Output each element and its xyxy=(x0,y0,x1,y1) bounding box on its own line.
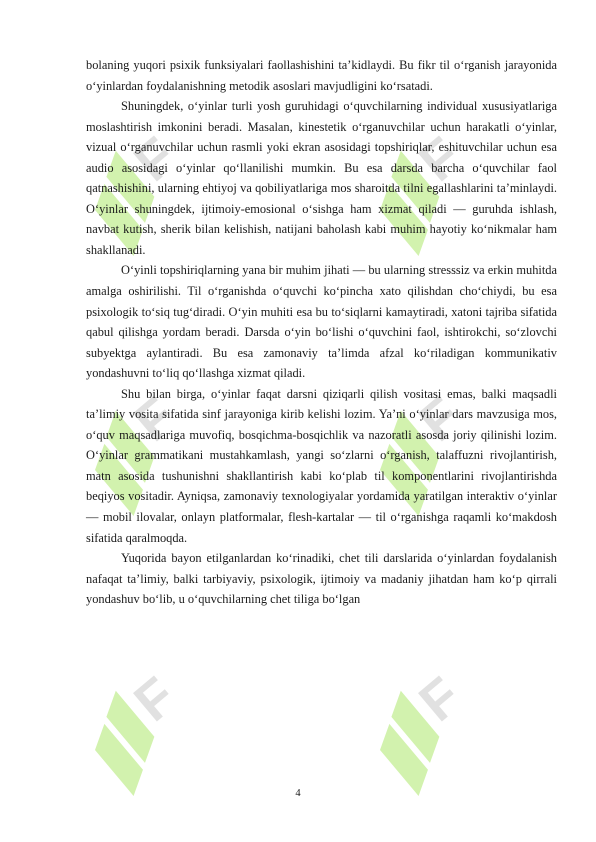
paragraph-3: O‘yinli topshiriqlarning yana bir muhim jihati — bu ularning stresssiz va erkin muhitda amalga oshirilishi. Til o‘rganishda o‘quvchi ko‘pincha xato qilishdan cho‘chiydi, bu esa psixologik to‘siq tug‘diradi. O‘yin muhiti esa bu to‘siqlarni kamaytiradi, xatoni tajriba sifatida qabul qilishga yordam beradi. Darsda o‘yin bo‘lishi o‘quvchini faol, ishtirokchi, so‘zlovchi subyektga aylantiradi. Bu esa zamonaviy ta’limda afzal ko‘riladigan kommunikativ yondashuvni to‘liq qo‘llashga xizmat qiladi. xyxy=(86,263,557,381)
page-number: 4 xyxy=(295,788,301,799)
watermark-logo-icon xyxy=(371,724,437,796)
paragraph-4: Shu bilan birga, o‘yinlar faqat darsni qiziqarli qilish vositasi emas, balki maqsadli ta’limiy vosita sifatida sinf jarayoniga kirib kelishi lozim. Ya’ni o‘yinlar dars mavzusiga mos, o‘quv maqsadlariga muvofiq, bosqichma-bosqichlik va nazoratli asosda joriy qilinishi lozim. O‘yinlar grammatikani mustahkamlash, yangi so‘zlarni o‘rganish, talaffuzni rivojlantirish, matn asosida tushunishni shakllantirish kabi ko‘plab til komponentlarini rivojlantirishda beqiyos vositadir. Ayniqsa, zamonaviy texnologiyalar yordamida yaratilgan interaktiv o‘yinlar — mobil ilovalar, onlayn platformalar, flesh-kartalar — til o‘rganishga raqamli ko‘makdosh sifatida qaralmoqda. xyxy=(86,386,557,545)
paragraph-5: Yuqorida bayon etilganlardan ko‘rinadiki, chet tili darslarida o‘yinlardan foydalanish nafaqat ta’limiy, balki tarbiyaviy, psixologik, ijtimoiy va madaniy jihatdan ham ko‘p qirrali yondashuv bo‘lib, u o‘quvchilarning chet tiliga bo‘lgan xyxy=(86,551,557,607)
svg-text:F: F xyxy=(408,665,473,734)
svg-text:F: F xyxy=(408,385,473,454)
svg-text:F: F xyxy=(123,665,188,734)
paragraph-1: bolaning yuqori psixik funksiyalari faollashishini ta’kidlaydi. Bu fikr til o‘rganish jarayonida o‘yinlardan foydalanishning metodik asoslari mavjudligini ko‘rsatadi. xyxy=(86,58,557,93)
svg-text:F: F xyxy=(123,125,188,194)
svg-text:F: F xyxy=(123,385,188,454)
watermark-logo-icon xyxy=(86,724,152,796)
paragraph-2: Shuningdek, o‘yinlar turli yosh guruhidagi o‘quvchilarning individual xususiyatlariga moslashtirish imkonini beradi. Masalan, kinestetik o‘rganuvchilar uchun harakatli o‘yinlar, vizual o‘rganuvchilar uchun rasmli yoki ekran asosidagi topshiriqlar, eshituvchilar uchun esa audio asosidagi o‘yinlar qo‘llanilishi mumkin. Bu esa darsda barcha o‘quvchilar faol qatnashishini, ularning ehtiyoj va qobiliyatlariga mos sharoitda tilni egallashlarini ta’minlaydi. O‘yinlar shuningdek, ijtimoiy-emosional o‘sishga ham xizmat qiladi — guruhda ishlash, navbat kutish, sherik bilan kelishish, natijani baholash kabi muhim hayotiy ko‘nikmalar ham shakllanadi. xyxy=(86,99,557,257)
svg-text:F: F xyxy=(408,125,473,194)
document-body xyxy=(86,55,557,610)
